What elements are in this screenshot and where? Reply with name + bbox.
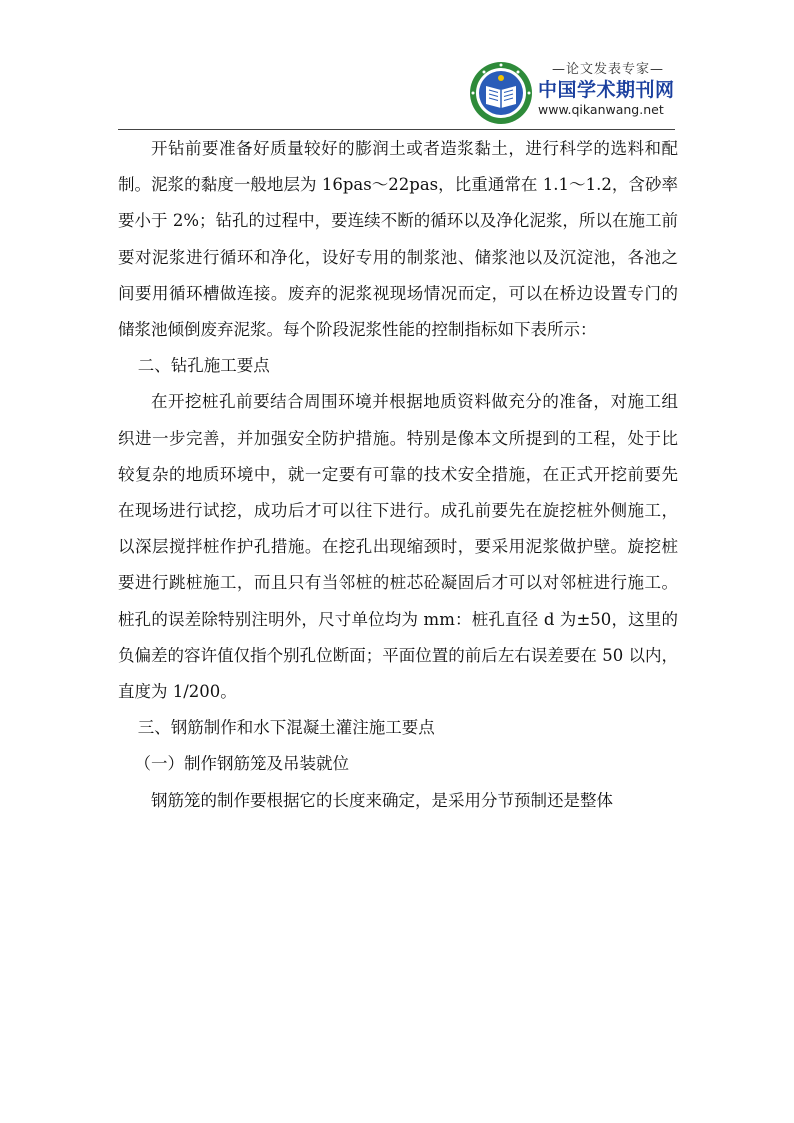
paragraph-drilling-points: 在开挖桩孔前要结合周围环境并根据地质资料做充分的准备，对施工组织进一步完善，并加强安全防护措施。特别是像本文所提到的工程，处于比较复杂的地质环境中，就一定要有可靠的技术安全措施，在正式开挖前要先在现场进行试挖，成功后才可以往下进行。成孔前要先在旋挖桩外侧施工，以深层搅拌桩作护孔措施。在挖孔出现缩颈时，要采用泥浆做护壁。旋挖桩要进行跳桩施工，而且只有当邻桩的桩芯砼凝固后才可以对邻桩进行施工。桩孔的误差除特别注明外，尺寸单位均为 mm：桩孔直径 d 为±50，这里的负偏差的容许值仅指个别孔位断面；平面位置的前后左右误差要在 50 以内，直度为 1/200。	[118, 392, 678, 702]
journal-logo[interactable]	[468, 60, 678, 130]
header-divider	[118, 129, 675, 130]
logo-url[interactable]: www.qikanwang.net	[538, 102, 664, 117]
section-heading-drilling: 二、钻孔施工要点	[137, 356, 270, 376]
emblem-book-icon	[468, 60, 534, 126]
logo-name: 中国学术期刊网	[538, 79, 675, 101]
paragraph-mud-preparation: 开钻前要准备好质量较好的膨润土或者造浆黏土，进行科学的选料和配制。泥浆的黏度一般地层为 16pas～22pas，比重通常在 1.1～1.2，含砂率要小于 2%；钻孔的过程中，要连续不断的循环以及净化泥浆，所以在施工前要对泥浆进行循环和净化，设好专用的制浆池、储浆池以及沉淀池，各池之间要用循环槽做连接。废弃的泥浆视现场情况而定，可以在桥边设置专门的储浆池倾倒废弃泥浆。每个阶段泥浆性能的控制指标如下表所示：	[118, 139, 678, 340]
document-body	[118, 131, 678, 819]
paragraph-cage-fabrication: 钢筋笼的制作要根据它的长度来确定，是采用分节预制还是整体	[151, 790, 613, 810]
subsection-heading-cage: （一）制作钢筋笼及吊装就位	[134, 754, 349, 774]
logo-text-block	[538, 62, 678, 118]
page-header	[0, 0, 794, 130]
logo-tagline: —论文发表专家—	[551, 62, 664, 77]
section-heading-rebar-concrete: 三、钢筋制作和水下混凝土灌注施工要点	[137, 718, 435, 738]
